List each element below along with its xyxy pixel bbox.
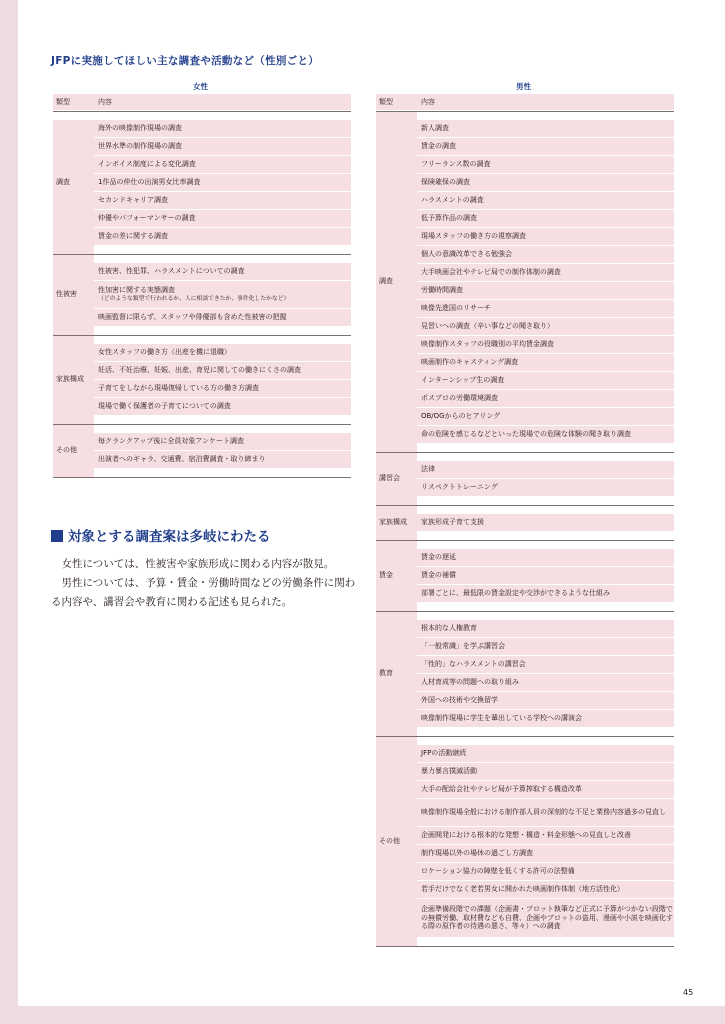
female-item: 妊活、不妊治療、妊娠、出産、育児に関しての働きにくさの調査 [94,362,351,380]
summary-paragraph: 女性については、性被害や家族形成に関わる内容が散見。 [61,558,335,570]
female-item: 世界水準の制作現場の調査 [94,138,351,156]
male-item: 若手だけでなく老若男女に開かれた映画制作体制（地方活性化） [417,881,674,899]
female-item: 仲優やパフォーマンサーの調査 [94,210,351,228]
left-color-strip [0,0,18,1024]
female-group-label: 家族構成 [53,344,94,416]
male-group-label: 家族構成 [376,514,417,532]
female-item: インボイス制度による変化調査 [94,156,351,174]
male-item: 低予算作品の調査 [417,210,674,228]
female-group-label: 性被害 [53,263,94,327]
male-item: 企画開発における根本的な発想・構造・料金形態への見直しと改善 [417,827,674,845]
male-item: 「一般常識」を学ぶ講習会 [417,638,674,656]
male-item: リスペクトトレーニング [417,479,674,497]
male-item: 家族形成子育て支援 [417,514,674,532]
square-bullet-icon [51,530,63,542]
summary-paragraph: 男性については、予算・賃金・労働時間などの労働条件に関わる内容や、講習会や教育に関わる記述も見られた。 [51,577,356,608]
male-group-label: 賃金 [376,549,417,603]
female-item: 現場で働く保護者の子育てについての調査 [94,398,351,416]
male-item: 映像制作現場に学生を輩出している学校への講演会 [417,710,674,728]
male-item: 部署ごとに、最低限の賃金設定や交渉ができるような仕組み [417,585,674,603]
male-item: 根本的な人権教育 [417,620,674,638]
male-item: 命の危険を感じるなどといった現場での危険な体験の聞き取り調査 [417,426,674,444]
male-group-label: 調査 [376,120,417,444]
male-item: 映像先進国のリサーチ [417,300,674,318]
summary-text [51,555,361,612]
female-col-content: 内容 [94,94,351,111]
male-item: 映画制作のキャスティング調査 [417,354,674,372]
male-item: 「性的」なハラスメントの講習会 [417,656,674,674]
male-item: 大手映画会社やテレビ局での制作体制の調査 [417,264,674,282]
male-item: 暴力暴言撲滅活動 [417,763,674,781]
male-item: 新人調査 [417,120,674,138]
male-group-label: その他 [376,745,417,938]
male-item: 大手の配給会社やテレビ局が予算搾取する構造改革 [417,781,674,799]
male-item: JFPの活動継続 [417,745,674,763]
female-item: 毎クランクアップ後に全員対象アンケート調査 [94,433,351,451]
male-item: インターンシップ生の調査 [417,372,674,390]
male-item: フリーランス数の調査 [417,156,674,174]
male-item: 法律 [417,461,674,479]
male-item: 賃金の調査 [417,138,674,156]
female-group-label: その他 [53,433,94,469]
bottom-color-strip [0,1006,725,1024]
male-item: 外国への技術や交換留学 [417,692,674,710]
male-item: ロケーション協力の障壁を低くする許可の法整備 [417,863,674,881]
male-item: OB/OGからのヒアリング [417,408,674,426]
female-col-type: 類型 [53,94,94,111]
female-item: 海外の映像制作現場の調査 [94,120,351,138]
female-item: セカンドキャリア調査 [94,192,351,210]
male-item: 映像制作スタッフの役職別の平均賃金調査 [417,336,674,354]
female-item: 出演者へのギャラ、交通費、宿泊費調査・取り締まり [94,451,351,469]
male-table [376,94,674,947]
male-item: 見習いへの調査（辛い事などの聞き取り） [417,318,674,336]
page-title: JFPに実施してほしい主な調査や活動など（性別ごと） [51,55,320,67]
section-heading: 対象とする調査案は多岐にわたる [51,525,271,545]
male-col-type: 類型 [376,94,417,111]
male-item: 映像制作現場全般における制作部人員の深刻的な不足と業務内容過多の見直し [417,799,674,827]
female-item: 映画監督に限らず、スタッフや俳優部も含めた性被害の把握 [94,309,351,327]
male-item: 保険確保の調査 [417,174,674,192]
female-item: 性加害に関する実態調査 （どのような類型で行われるか、人に相談できたか、事件化したかなど） [94,281,351,309]
male-item: ハラスメントの調査 [417,192,674,210]
male-label: 男性 [516,82,531,91]
female-item: 1作品の仲仕の出演男女比率調査 [94,174,351,192]
male-item: 人材育成等の問題への取り組み [417,674,674,692]
page-number: 45 [683,988,694,997]
male-item: 個人の意識改革できる勉強会 [417,246,674,264]
female-group-label: 調査 [53,120,94,246]
male-group-label: 教育 [376,620,417,728]
female-table [53,94,351,478]
male-item: 賃金の補償 [417,567,674,585]
female-item: 子育てをしながら現場復帰している方の働き方調査 [94,380,351,398]
male-item: 現場スタッフの働き方の視察調査 [417,228,674,246]
female-item: 性被害、性犯罪、ハラスメントについての調査 [94,263,351,281]
male-item: ポスプロの労働環境調査 [417,390,674,408]
male-item: 企画準備段階での課題（企画書・プロット執筆など正式に予算がつかない段階での無償労働、取材費なども自費、企画やプロットの盗用、漫画や小説を映画化する際の原作者の待遇の悪さ、等々）への調査 [417,899,674,938]
male-item: 賃金の遅延 [417,549,674,567]
female-item-note: （どのような類型で行われるか、人に相談できたか、事件化したかなど） [98,296,290,303]
female-label: 女性 [193,82,208,91]
female-item: 女性スタッフの働き方（出産を機に退職） [94,344,351,362]
male-item: 労働時間調査 [417,282,674,300]
male-item: 制作現場以外の場休の過ごし方調査 [417,845,674,863]
male-col-content: 内容 [417,94,674,111]
female-item: 賃金の差に関する調査 [94,228,351,246]
male-group-label: 講習会 [376,461,417,497]
